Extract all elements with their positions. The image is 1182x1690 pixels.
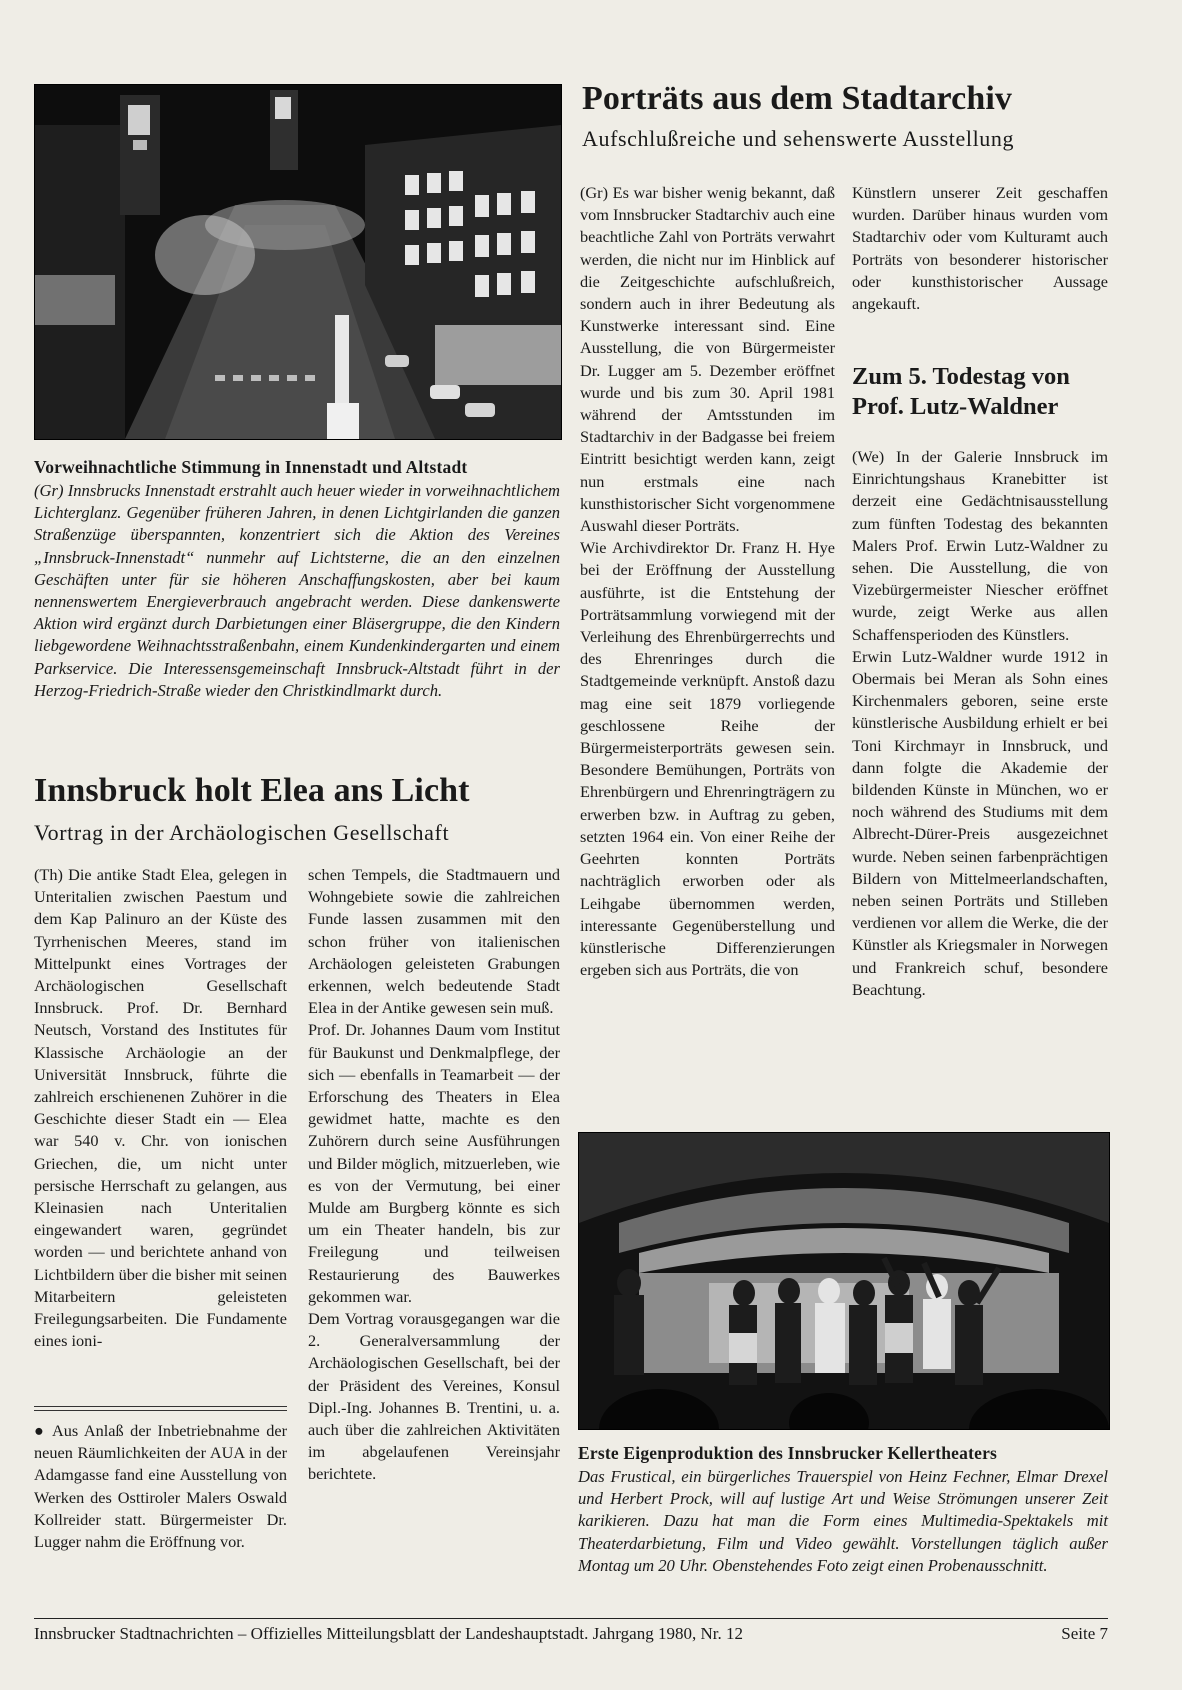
elea-column-1: [34, 864, 287, 1352]
stadtarchiv-column-2: [852, 182, 1108, 315]
photo-innenstadt-night: [34, 84, 562, 440]
bullet-icon: ●: [34, 1421, 47, 1440]
notice-aua-paragraph: [34, 1420, 287, 1553]
stadtarchiv-col1-p1: (Gr) Es war bisher wenig bekannt, daß vom Innsbrucker Stadtarchiv auch eine beachtliche Zahl von Porträts verwahrt werden, die nicht nur im Hinblick auf die Zeitgeschichte aufschlußreich, sondern auch in ihrer Bedeutung als Kunstwerke interessant sind. Eine Ausstellung, die von Bürgermeister Dr. Lugger am 5. Dezember eröffnet wurde und bis zum 30. April 1981 während der Amtsstunden im Stadtarchiv in der Badgasse bei freiem Eintritt besichtigt werden kann, zeigt nun erstmals eine nach kunsthistorischer Sicht vorgenommene Auswahl dieser Porträts.: [580, 183, 835, 536]
lutz-headline-line1: Zum 5. Todestag von: [852, 363, 1070, 390]
photo-kellertheater: [578, 1132, 1110, 1430]
elea-col2-p3: Dem Vortrag vorausgegangen war die 2. Generalversammlung der Archäologischen Gesellschaft, bei der der Präsident des Vereines, Konsul Dipl.-Ing. Johannes B. Trentini, u. a. auch über die zahlreichen Aktivitäten im abgelaufenen Vereinsjahr berichtete.: [308, 1309, 560, 1484]
elea-subhead: Vortrag in der Archäologischen Gesellschaft: [34, 820, 450, 845]
notice-aua-text: Aus Anlaß der Inbetriebnahme der neuen Räumlichkeiten der AUA in der Adamgasse fand eine Ausstellung von Werken des Osttiroler Malers Oswald Kollreider statt. Bürgermeister Dr. Lugger nahm die Eröffnung vor.: [34, 1421, 288, 1552]
page-footer: [34, 1618, 1108, 1649]
lutz-headline: [852, 362, 1112, 422]
notice-divider: [34, 1406, 287, 1411]
lutz-headline-line2: Prof. Lutz-Waldner: [852, 393, 1059, 420]
photo1-caption-title: Vorweihnachtliche Stimmung in Innenstadt und Altstadt: [34, 457, 468, 477]
cellar-theatre-image: [579, 1133, 1109, 1429]
elea-column-2: [308, 864, 560, 1486]
stadtarchiv-col1-p2: Wie Archivdirektor Dr. Franz H. Hye bei der Eröffnung der Ausstellung ausführte, ist die Entstehung der Porträtsammlung vorwiegend mit der Verleihung des Ehrenbürgerrechts und des Ehrenringes durch die Stadtgemeinde verknüpft. Anstoß dazu mag eine seit 1879 vorliegende geschlossene Reihe der Bürgermeisterporträts gewesen sein. Besondere Bemühungen, Porträts von Ehrenbürgern und Ehrenringträgern zu erwerben bzw. in Auftrag zu geben, setzten 1964 ein. Von einer Reihe der Geehrten konnten Porträts nachträglich erworben oder als Leihgabe übernommen werden, interessante Gegenüberstellung und künstlerische Differenzierungen ergeben sich aus Porträts, die von: [580, 538, 835, 980]
lutz-p2: Erwin Lutz-Waldner wurde 1912 in Obermais bei Meran als Sohn eines Kirchenmalers geboren, seine erste künstlerische Ausbildung erhielt er bei Toni Kirchmayr in Innsbruck, und dann folgte die Akademie der bildenden Künste in München, wo er noch während des Studiums mit dem Albrecht-Dürer-Preis ausgezeichnet wurde. Neben seinen farbenprächtigen Bildern von Mittelmeerlandschaften, neben seinen Porträts und Stilleben verdienen vor allem die Werke, die der Künstler als Kriegsmaler in Norwegen und Frankreich schuf, besondere Beachtung.: [852, 646, 1108, 999]
footer-page-number: Seite 7: [1061, 1624, 1108, 1643]
stadtarchiv-headline: Porträts aus dem Stadtarchiv: [582, 80, 1012, 117]
footer-publication: Innsbrucker Stadtnachrichten – Offizielles Mitteilungsblatt der Landeshauptstadt. Jahrgang 1980, Nr. 12: [34, 1624, 743, 1643]
stadtarchiv-subhead: Aufschlußreiche und sehenswerte Ausstellung: [582, 126, 1015, 151]
notice-aua: [34, 1420, 287, 1553]
elea-col2-p2: Prof. Dr. Johannes Daum vom Institut für Baukunst und Denkmalpflege, der sich — ebenfalls in Teamarbeit — der Erforschung des Theaters in Elea gewidmet hatte, machte es den Zuhörern durch seine Ausführungen und Bilder möglich, mitzuerleben, wie es von der Vermutung, bei einer Mulde am Burgberg könnte es sich um ein Theater handeln, bis zur Freilegung und teilweisen Restaurierung des Bauwerkes gekommen war.: [308, 1020, 560, 1306]
night-street-image: [35, 85, 561, 439]
elea-col2-p1: schen Tempels, die Stadtmauern und Wohngebiete sowie die zahlreichen Funde lassen zusammen mit den schon früher von italienischen Archäologen geleisteten Grabungen erkennen, welch bedeutende Stadt Elea in der Antike gewesen sein muß.: [308, 865, 560, 1018]
photo2-caption-text: Das Frustical, ein bürgerliches Trauerspiel von Heinz Fechner, Elmar Drexel und Herbert Prock, will auf lustige Art und Weise Strömungen unserer Zeit karikieren. Dazu hat man die Form eines Multimedia-Spektakels mit Theaterdarbietung, Film und Video gewählt. Vorstellungen täglich außer Montag um 20 Uhr. Obenstehendes Foto zeigt einen Probenausschnitt.: [578, 1467, 1108, 1575]
elea-headline: Innsbruck holt Elea ans Licht: [34, 772, 470, 809]
photo2-caption-title: Erste Eigenproduktion des Innsbrucker Kellertheaters: [578, 1443, 998, 1463]
photo1-caption-text: (Gr) Innsbrucks Innenstadt erstrahlt auch heuer wieder in vorweihnachtlichem Lichterglanz. Gegenüber früheren Jahren, in denen Lichtgirlanden die ganzen Straßenzüge überspannten, konzentriert sich die Aktion des Vereines „Innsbruck-Innenstadt“ nunmehr auf Lichtsterne, die an den einzelnen Geschäften unter für sie höheren Anschaffungskosten, aber bei kaum nennenswertem Energieverbrauch angebracht werden. Diese dankenswerte Aktion wird ergänzt durch Darbietungen einer Bläsergruppe, die den Kindern liebgewordene Weihnachtsstraßenbahn, einem Kundenkindergarten und einem Parkservice. Die Interessensgemeinschaft Innsbruck-Altstadt führt in der Herzog-Friedrich-Straße wieder den Christkindlmarkt durch.: [34, 481, 560, 700]
elea-col1-text: (Th) Die antike Stadt Elea, gelegen in Unteritalien zwischen Paestum und dem Kap Palinuro an der Küste des Tyrrhenischen Meeres, stand im Mittelpunkt eines Vortrages der Archäologischen Gesellschaft Innsbruck. Prof. Dr. Bernhard Neutsch, Vorstand des Institutes für Klassische Archäologie an der Universität Innsbruck, führte die zahlreich erschienenen Zuhörer in die Geschichte dieser Stadt ein — Elea war 540 v. Chr. von ionischen Griechen, die, um nicht unter persische Herrschaft zu gelangen, aus Kleinasien nach Unteritalien eingewandert waren, gegründet worden — und berichtete anhand von Lichtbildern über die bisher mit seinen Mitarbeitern geleisteten Freilegungsarbeiten. Die Fundamente eines ioni-: [34, 865, 287, 1351]
lutz-column: [852, 446, 1108, 1001]
stadtarchiv-col2-text: Künstlern unserer Zeit geschaffen wurden. Darüber hinaus wurden vom Stadtarchiv oder vom Kulturamt auch Porträts von besonderer historischer oder kunsthistorischer Aussage angekauft.: [852, 183, 1108, 314]
stadtarchiv-column-1: [580, 182, 835, 981]
lutz-p1: (We) In der Galerie Innsbruck im Einrichtungshaus Kranebitter ist derzeit eine Gedächtnisausstellung zum fünften Todestag des bekannten Malers Prof. Erwin Lutz-Waldner zu sehen. Die Ausstellung, die von Vizebürgermeister Niescher eröffnet wurde, zeigt Werke aus allen Schaffensperioden des Künstlers.: [852, 447, 1108, 644]
